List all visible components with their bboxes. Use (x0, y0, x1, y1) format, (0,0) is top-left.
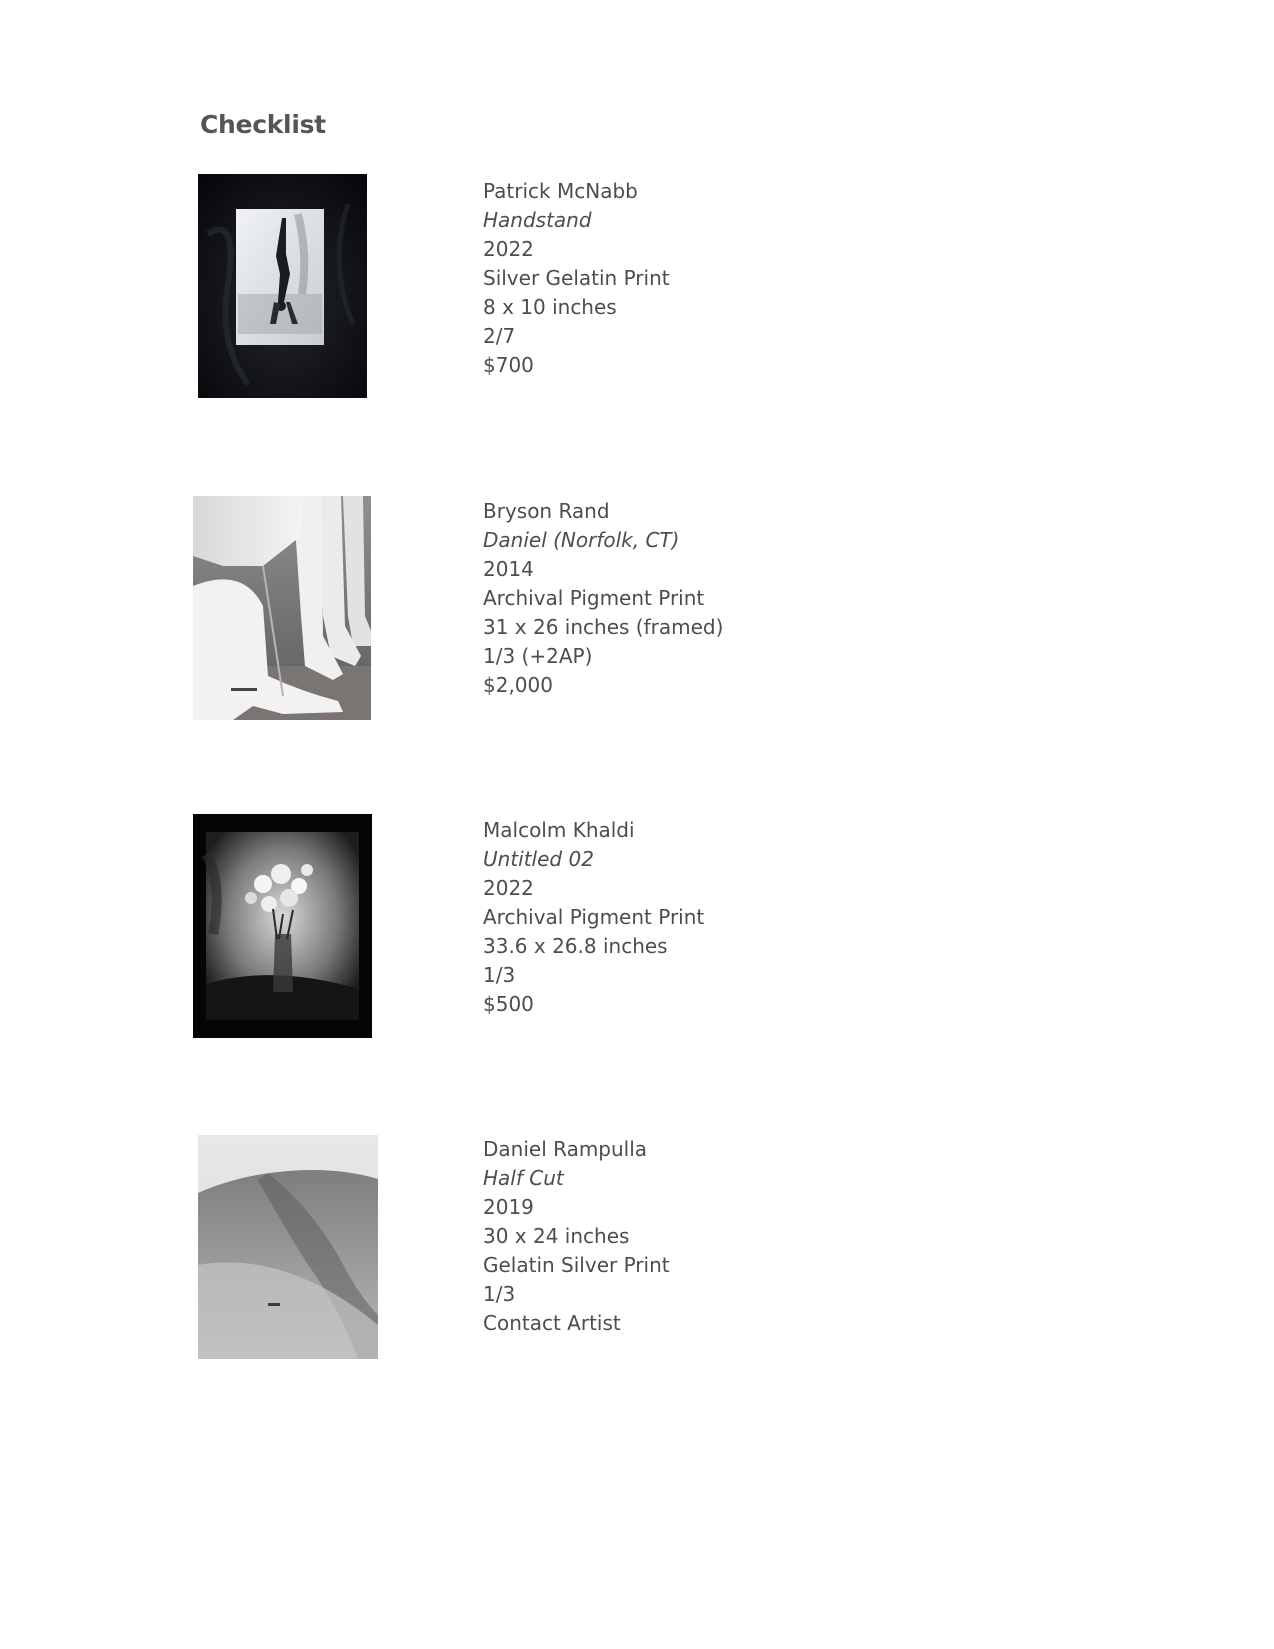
artwork-edition: 2/7 (483, 324, 516, 348)
artwork-thumbnail-daniel-norfolk (193, 496, 371, 720)
artwork-edition: 1/3 (483, 963, 516, 987)
page-title: Checklist (200, 110, 326, 139)
artwork-price: $2,000 (483, 673, 553, 697)
artwork-info-handstand (483, 177, 670, 380)
artwork-title: Half Cut (483, 1166, 564, 1190)
artwork-info-untitled-02 (483, 816, 704, 1019)
artwork-thumbnail-handstand (198, 174, 367, 398)
artwork-medium: Archival Pigment Print (483, 905, 705, 929)
artwork-dimensions: 30 x 24 inches (483, 1224, 630, 1248)
artwork-thumbnail-half-cut (198, 1135, 378, 1359)
artwork-title: Untitled 02 (483, 847, 594, 871)
artwork-year: 2022 (483, 876, 534, 900)
artist-name: Daniel Rampulla (483, 1137, 648, 1161)
artwork-price: Contact Artist (483, 1311, 621, 1335)
artwork-year: 2019 (483, 1195, 534, 1219)
artist-name: Bryson Rand (483, 499, 610, 523)
artwork-thumbnail-untitled-02 (193, 814, 372, 1038)
artwork-info-half-cut (483, 1135, 670, 1338)
artwork-title: Daniel (Norfolk, CT) (483, 528, 680, 552)
artwork-title: Handstand (483, 208, 592, 232)
artwork-medium: Silver Gelatin Print (483, 266, 670, 290)
artwork-edition: 1/3 (+2AP) (483, 644, 593, 668)
artwork-dimensions: 33.6 x 26.8 inches (483, 934, 668, 958)
artwork-edition: 1/3 (483, 1282, 516, 1306)
artwork-dimensions: 31 x 26 inches (framed) (483, 615, 724, 639)
artwork-info-daniel-norfolk (483, 497, 723, 700)
artwork-year: 2022 (483, 237, 534, 261)
artwork-price: $500 (483, 992, 534, 1016)
artist-name: Malcolm Khaldi (483, 818, 635, 842)
artwork-medium: Gelatin Silver Print (483, 1253, 670, 1277)
artist-name: Patrick McNabb (483, 179, 638, 203)
artwork-medium: Archival Pigment Print (483, 586, 705, 610)
artwork-price: $700 (483, 353, 534, 377)
artwork-year: 2014 (483, 557, 534, 581)
artwork-dimensions: 8 x 10 inches (483, 295, 617, 319)
